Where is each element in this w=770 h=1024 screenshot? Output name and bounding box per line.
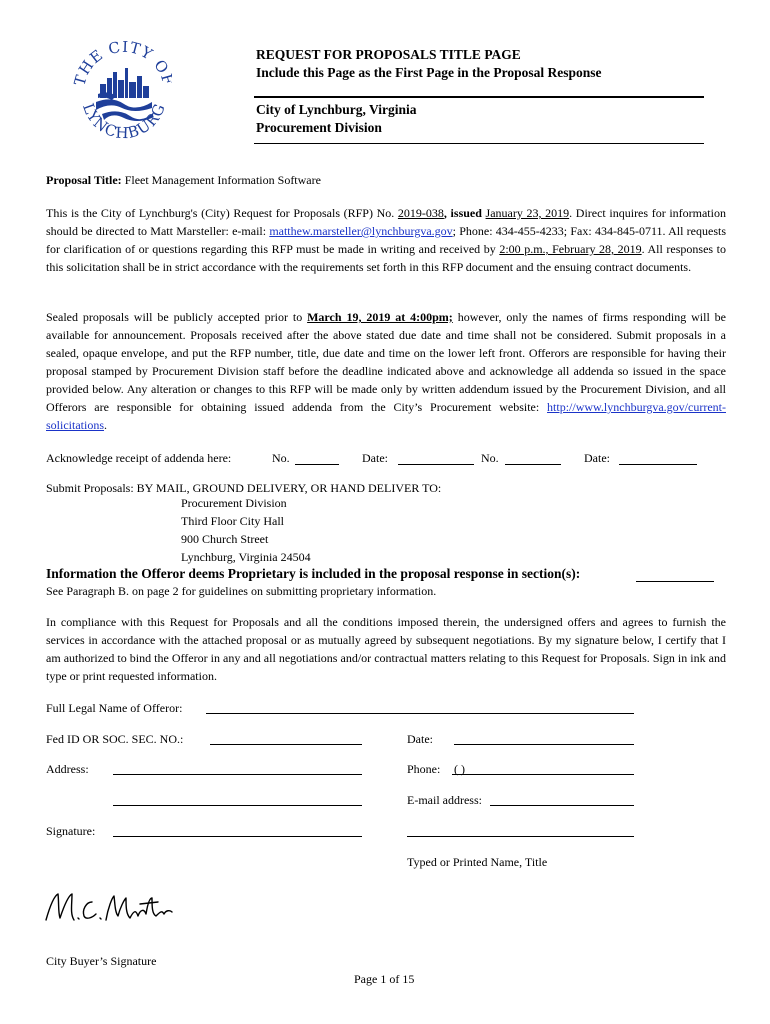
- fed-id-field[interactable]: [210, 744, 362, 745]
- buyer-signature-label: City Buyer’s Signature: [46, 954, 157, 968]
- addenda-date-1-label: Date:: [362, 451, 388, 465]
- phone-label: Phone:: [407, 762, 441, 776]
- address-line: Lynchburg, Virginia 24504: [181, 550, 311, 564]
- address-field-2[interactable]: [113, 805, 362, 806]
- legal-name-label: Full Legal Name of Offeror:: [46, 701, 183, 715]
- contact-email-link[interactable]: matthew.marsteller@lynchburgva.gov: [269, 224, 453, 238]
- title-line-1: REQUEST FOR PROPOSALS TITLE PAGE: [256, 47, 521, 62]
- proprietary-heading: Information the Offeror deems Proprietary is included in the proposal response in section(s):: [46, 566, 581, 581]
- addenda-date-1-field[interactable]: [398, 464, 474, 465]
- header-rule: [254, 96, 704, 98]
- org-line-2: Procurement Division: [256, 120, 382, 135]
- page-title: [256, 46, 602, 82]
- inquiry-paragraph: This is the City of Lynchburg's (City) Request for Proposals (RFP) No. 2019-038, issued January 23, 2019. Direct inquires for information should be directed to Matt Marsteller: e-mail: matthew.marsteller@lynchburgva.gov; Phone: 434-455-4233; Fax: 434-845-0711. All requests for clarification of or questions regarding this RFP must be made in writing and received by 2:00 p.m., February 28, 2019. All responses to this solicitation shall be in strict accordance with the requirements set forth in this RFP document and the ensuing contract documents.: [46, 206, 726, 274]
- addenda-no-2-field[interactable]: [505, 464, 561, 465]
- buyer-signature-image: [40, 888, 180, 928]
- org-line-1: City of Lynchburg, Virginia: [256, 102, 417, 117]
- email-label: E-mail address:: [407, 793, 482, 807]
- signature-field[interactable]: [113, 836, 362, 837]
- phone-field[interactable]: [452, 774, 634, 775]
- typed-name-label: Typed or Printed Name, Title: [407, 855, 548, 869]
- signature-label: Signature:: [46, 824, 96, 838]
- proposal-title-value: Fleet Management Information Software: [124, 173, 321, 187]
- email-field[interactable]: [490, 805, 634, 806]
- addenda-date-2-label: Date:: [584, 451, 610, 465]
- addenda-no-2-label: No.: [481, 451, 499, 465]
- addenda-no-1-field[interactable]: [295, 464, 339, 465]
- city-logo: [72, 24, 172, 149]
- page-number: Page 1 of 15: [354, 972, 415, 986]
- logo-ring-top: THE CITY O: [72, 37, 172, 88]
- submit-label: Submit Proposals: BY MAIL, GROUND DELIVERY, OR HAND DELIVER TO:: [46, 481, 442, 495]
- submit-address: [181, 494, 311, 566]
- proposal-title: [46, 171, 726, 189]
- proprietary-note: See Paragraph B. on page 2 for guidelines on submitting proprietary information.: [46, 584, 437, 598]
- address-label: Address:: [46, 762, 89, 776]
- typed-name-field[interactable]: [407, 836, 634, 837]
- solicitations-link[interactable]: http://www.lynchburgva.gov/current-solicitations: [46, 400, 726, 432]
- legal-name-field[interactable]: [206, 713, 634, 714]
- phone-area-code: ( ): [454, 762, 465, 776]
- header-rule-2: [254, 143, 704, 144]
- address-line: Procurement Division: [181, 496, 287, 510]
- address-line: Third Floor City Hall: [181, 514, 284, 528]
- org-block: [256, 101, 417, 137]
- proprietary-sections-field[interactable]: [636, 581, 714, 582]
- date-field[interactable]: [454, 744, 634, 745]
- title-line-2: Include this Page as the First Page in the Proposal Response: [256, 65, 602, 80]
- addenda-label: Acknowledge receipt of addenda here:: [46, 451, 232, 465]
- compliance-paragraph: In compliance with this Request for Proposals and all the conditions imposed therein, the undersigned offers and agrees to furnish the services in accordance with the attached proposal or as mutually agreed by subsequent negotiations. By my signature below, I certify that I am authorized to bind the Offeror in any and all negotiations and/or contractual matters relating to this Request for Proposals. Sign in ink and type or print requested information.: [46, 615, 726, 683]
- submission-paragraph: Sealed proposals will be publicly accepted prior to March 19, 2019 at 4:00pm; however, only the names of firms responding will be available for announcement. Proposals received after the above stated due date and time shall not be considered. Submit proposals in a sealed, opaque envelope, and put the RFP number, title, due date and time on the lower left front. Offerors are responsible for having their proposal stamped by Procurement Division staff before the deadline indicated above and acknowledge all addenda so issued in the space provided below. Any alteration or changes to this RFP will be made only by written addendum issued by the Procurement Division, and all Offerors are responsible for obtaining issued addenda from the City’s Procurement website: http://www.lynchburgva.gov/current-solicitations.: [46, 310, 726, 432]
- date-label: Date:: [407, 732, 433, 746]
- proposal-title-label: Proposal Title:: [46, 173, 122, 187]
- addenda-no-1-label: No.: [272, 451, 290, 465]
- issue-date: January 23, 2019: [485, 206, 570, 220]
- rfp-number: 2019-038: [397, 206, 444, 220]
- question-deadline: 2:00 p.m., February 28, 2019: [499, 242, 642, 256]
- fed-id-label: Fed ID OR SOC. SEC. NO.:: [46, 732, 184, 746]
- addenda-date-2-field[interactable]: [619, 464, 697, 465]
- due-date: March 19, 2019 at 4:00pm;: [307, 310, 453, 324]
- address-field-1[interactable]: [113, 774, 362, 775]
- address-line: 900 Church Street: [181, 532, 269, 546]
- logo-ring-bottom: LYNCHBURG: [79, 100, 170, 143]
